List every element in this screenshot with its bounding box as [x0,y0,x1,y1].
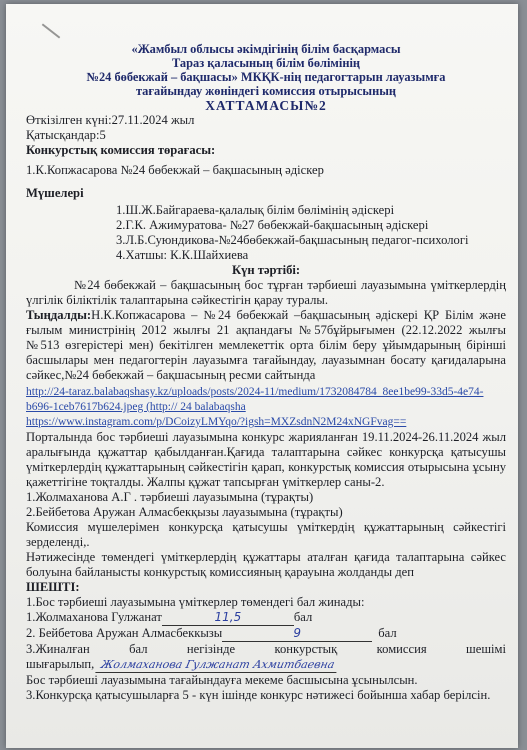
heard-label: Тыңдалды: [26,308,92,322]
portal-paragraph: Порталында бос тәрбиеші лауазымына конкурс жарияланған 19.11.2024-26.11.2024 жыл аралығында құжаттар қабылданған.Қағида талаптарына сәйкес конкурсқа қатысушы үміткерлердің құжаттарының сәйкестігін қарап, конкурстық комиссия отырысына ұсыну қажеттігіне тоқталды. Жалпы құжат тапсырған үміткерлер саны-2. [26,430,506,489]
heard-text: Н.К.Копжасарова – №24 бөбекжай –бақшасының әдіскері ҚР Білім және ғылым министрінің 2012 жылғы 21 ақпандағы №57бұйрығымен (22.12.2022 жылғы №513 өзгерістері мен) бекітілген мемлекеттік орта білім беру ұйымдарының бірінші басшылары мен педагогтерін лауазымға тағайындау, лауазымнан босату қағидаларына сәйкес,№24 бөбекжай – бақшасының ресми сайтында [26,308,506,382]
chair-name: 1.К.Копжасарова №24 бөбекжай – бақшасының әдіскер [26,163,324,177]
document-body [26,42,506,703]
decision-prefix: шығарылып, [26,657,95,671]
header-line-2: Тараз қаласының білім бөлімінің [171,56,361,70]
meeting-date: Өткізілген күні:27.11.2024 жыл [26,113,195,127]
candidate-name: 2. Бейбетова Аружан Алмасбеккызы [26,626,223,640]
handwritten-score: 9 [222,626,372,642]
handwritten-score: 11,5 [162,610,294,626]
candidate-item: 2.Бейбетова Аружан Алмасбекқызы лауазымына (тұрақты) [26,505,343,519]
member-item: 4.Хатшы: К.К.Шайхиева [116,248,249,262]
score-row-2 [26,626,506,642]
member-item: 2.Г.К. Ажимуратова- №27 бөбекжай-бақшасының әдіскері [116,218,429,232]
members-heading: Мүшелері [26,186,84,200]
score-row-1 [26,610,506,626]
header-line-1: «Жамбыл облысы әкімдігінің білім басқармасы [131,42,401,56]
candidate-name: 1.Жолмаханова Гулжанат [26,610,162,624]
site-link[interactable]: http://24-taraz.balabaqshasy.kz/uploads/posts/2024-11/medium/1732084784_8ee1be99-33d5-4e74-b696-1ceb7617b624.jpeg (http:// 24 balabaqsha [26,386,484,413]
decision-item-1: 1.Бос тәрбиеші лауазымына үміткерлер төмендегі бал жинады: [26,595,365,609]
header-line-4: тағайындау жөніндегі комиссия отырысының [135,84,397,98]
participants-count: Қатысқандар:5 [26,128,106,142]
document-title: ХАТТАМАСЫ№2 [205,98,327,113]
heard-paragraph [26,308,506,383]
pen-mark [42,23,61,38]
score-unit: бал [293,610,313,624]
decision-recommendation: Бос тәрбиеші лауазымына тағайындауға мекеме басшысына ұсынылсын. [26,673,418,687]
decision-item-3: 3.Жиналған бал негізінде конкурстық комиссия шешімі [26,642,506,656]
header-line-3: №24 бөбекжай – бақшасы» МКҚК-нің педагогтарын лауазымға [86,70,446,84]
instagram-link[interactable]: https://www.instagram.com/p/DCoizyLMYqo/?igsh=MXZsdnN2M24xNGFvag== [26,416,407,428]
agenda-text: №24 бөбекжай – бақшасының бос тұрған тәрбиеші лауазымына үміткерлердің үлгілік біліктілік талаптарына сәйкестігін қарау туралы. [26,278,506,307]
member-item: 3.Л.Б.Суюндикова-№24бөбекжай-бақшасының педагог-психологі [116,233,469,247]
candidate-item: 1.Жолмаханова А.Г . тәрбиеші лауазымына (тұрақты) [26,490,314,504]
decided-heading: ШЕШТІ: [26,580,80,594]
decision-item-4: 3.Конкурсқа қатысушыларға 5 - күн ішінде конкурс нәтижесі бойынша хабар берілсін. [26,688,491,702]
result-paragraph: Нәтижесінде төмендегі үміткерлердің құжаттары аталған қағида талаптарына сәйкес болуына байланысты конкурстық комиссияның қарауына жолданды деп [26,550,506,579]
handwritten-signature: Жолмаханова Гулжанат Ахмитбаевна [96,657,341,673]
agenda-heading: Күн тәртібі: [231,263,301,277]
review-paragraph: Комиссия мүшелерімен конкурсқа қатысушы үміткердің құжаттарының сәйкестігі зерделенді,. [26,520,506,549]
chair-heading: Конкурстық комиссия төрағасы: [26,143,216,157]
signature-row [26,657,506,673]
document-sheet [6,4,518,748]
score-unit: бал [378,626,397,640]
member-item: 1.Ш.Ж.Байгараева-қалалық білім бөлімінің әдіскері [116,203,395,217]
